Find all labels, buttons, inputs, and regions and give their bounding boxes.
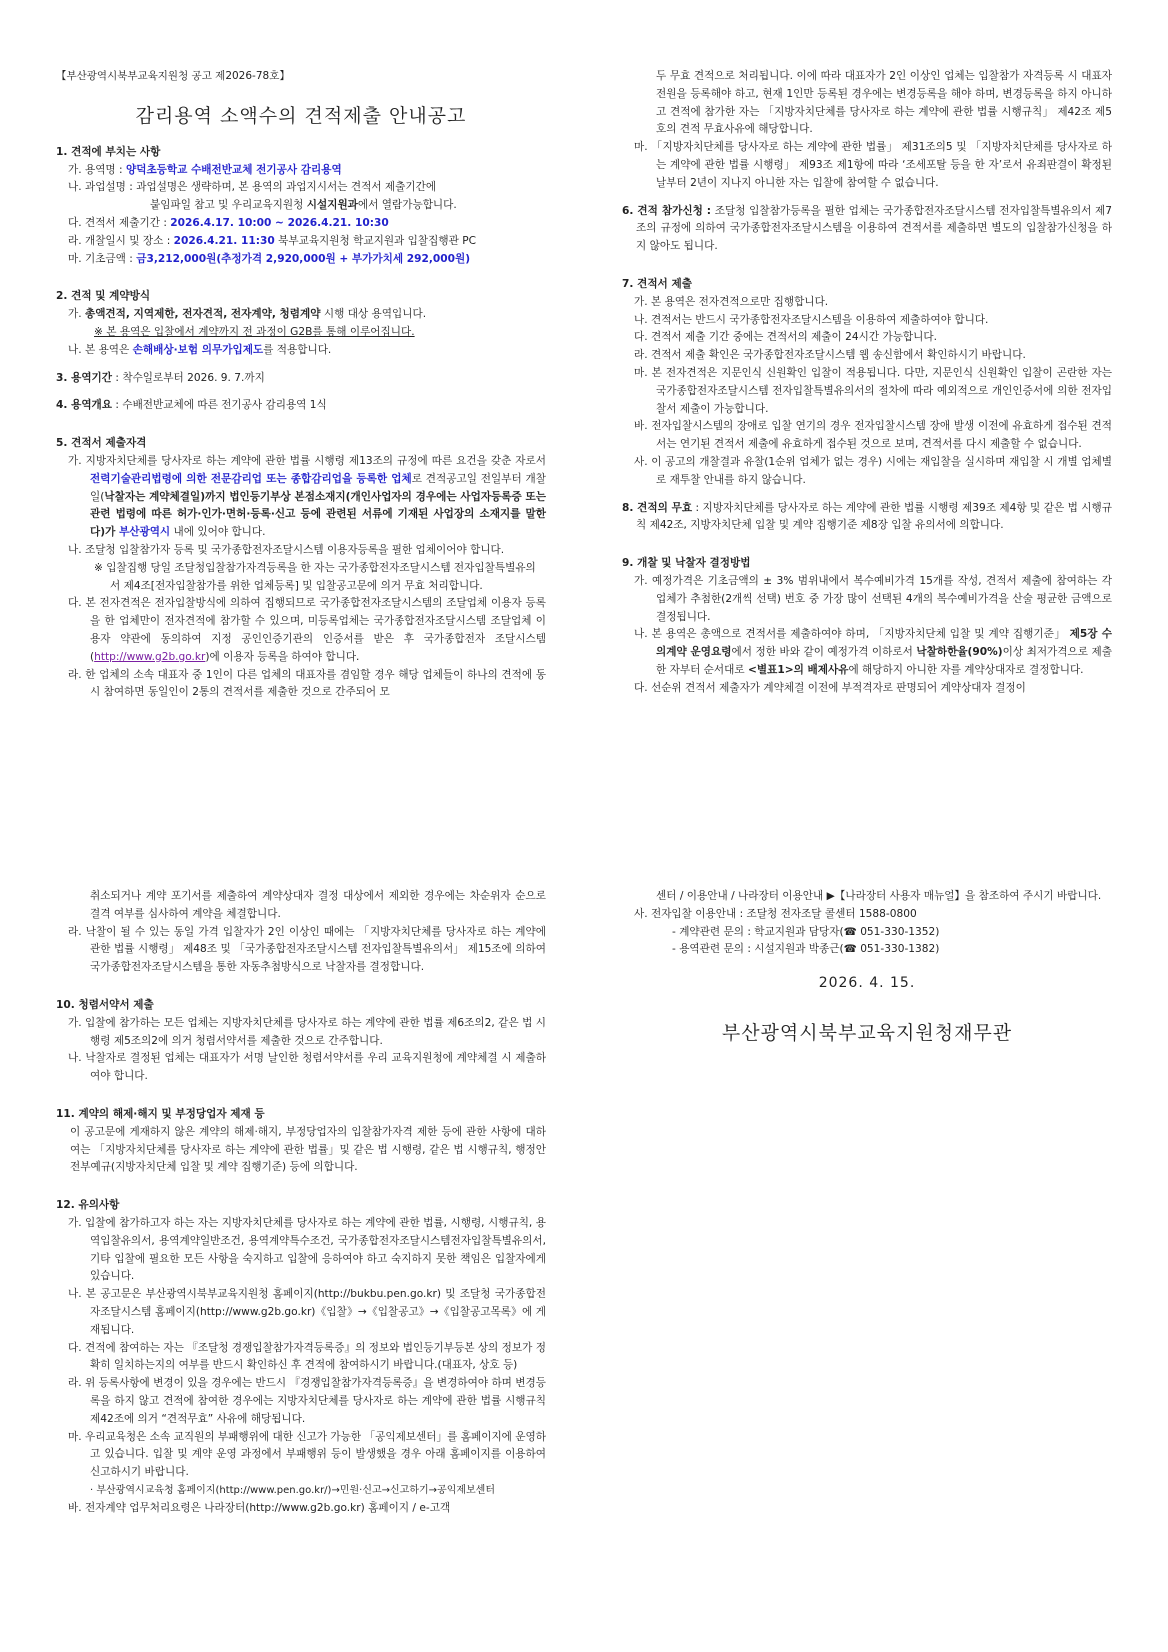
s12-item-b: 나. 본 공고문은 부산광역시북부교육지원청 홈페이지(http://bukbu.pen.go.kr) 및 조달청 국가종합전자조달시스템 홈페이지(http://www.g2b.go.kr)《입찰》→《입찰공고》→《입찰공고목록》에 게재됩니다. xyxy=(68,1288,546,1336)
section-11-heading: 11. 계약의 해제·해지 및 부정당업자 제재 등 xyxy=(56,1107,265,1120)
s12-item-sa: 사. 전자입찰 이용안내 : 조달청 전자조달 콜센터 1588-0800 xyxy=(634,907,917,920)
s12-item-a: 가. 입찰에 참가하고자 하는 자는 지방자치단체를 당사자로 하는 계약에 관한 법률, 시행령, 시행규칙, 용역입찰유의서, 용역계약일반조건, 용역계약특수조건, 국가종합전자조달시스템전자입찰특별유의서, 기타 입찰에 필요한 모든 사항을 숙지하고 입찰에 응하여야 하고 숙지하지 못한 책임은 입찰자에게 있습니다. xyxy=(68,1216,546,1283)
s7-item-g: 사. 이 공고의 개찰결과 유찰(1순위 업체가 없는 경우) 시에는 재입찰을 실시하며 재입찰 시 개별 업체별로 재투찰 안내를 하지 않습니다. xyxy=(634,455,1112,486)
s12-item-d: 라. 위 등록사항에 변경이 있을 경우에는 반드시 『경쟁입찰참가자격등록증』을 변경하여야 하며 변경등록을 하지 않고 견적에 참여한 경우에는 지방자치단체를 당사자로 하는 계약에 관한 법률 시행규칙 제42조에 의거 “견적무효” 사유에 해당됩니다. xyxy=(68,1377,546,1425)
section-8: 8. 견적의 무효 : 지방자치단체를 당사자로 하는 계약에 관한 법률 시행령 제39조 제4항 및 같은 법 시행규칙 제42조, 지방자치단체 입찰 및 계약 집행기준 제8장 입찰 유의서에 의합니다. xyxy=(622,501,1112,532)
s7-item-e: 마. 본 전자견적은 지문인식 신원확인 입찰이 적용됩니다. 다만, 지문인식 신원확인 입찰이 곤란한 자는 국가종합전자조달시스템 전자입찰특별유의서의 절차에 따라 예외적으로 개인인증서에 의한 전자입찰서 제출이 가능합니다. xyxy=(634,366,1112,415)
bottom-left-column xyxy=(56,888,546,1518)
s9-item-b: 나. 본 용역은 총액으로 견적서를 제출하여야 하며, 「지방자치단체 입찰 및 계약 집행기준」 제5장 수의계약 운영요령에서 정한 바와 같이 예정가격 이하로서 낙찰하한율(90%)이상 최저가격으로 제출한 자부터 순서대로 <별표1>의 배제사유에 해당하지 아니한 자를 계약상대자로 결정합니다. xyxy=(634,628,1112,676)
s7-item-b: 나. 견적서는 반드시 국가종합전자조달시스템을 이용하여 제출하여야 합니다. xyxy=(634,313,989,326)
s7-item-f: 바. 전자입찰시스템의 장애로 입찰 연기의 경우 전자입찰시스템 장애 발생 이전에 유효하게 접수된 견적서는 연기된 견적서 제출에 유효하게 접수된 것으로 보며, 견적서를 다시 제출할 수 없습니다. xyxy=(634,420,1112,451)
s1-item-b-cont: 붙임파일 참고 및 우리교육지원청 시설지원과에서 열람가능합니다. xyxy=(150,199,457,212)
s1-item-c: 다. 견적서 제출기간 : 2026.4.17. 10:00 ~ 2026.4.21. 10:30 xyxy=(68,216,389,229)
s5-item-b: 나. 조달청 입찰참가자 등록 및 국가종합전자조달시스템 이용자등록을 필한 업체이어야 합니다. xyxy=(68,543,505,556)
s12-item-c: 다. 견적에 참여하는 자는 『조달청 경쟁입찰참가자격등록증』의 정보와 법인등기부등본 상의 정보가 정확히 일치하는지의 여부를 반드시 확인하신 후 견적에 참여하시기 바랍니다.(대표자, 상호 등) xyxy=(68,1341,546,1372)
service-contact: - 용역관련 문의 : 시설지원과 박종근(☎ 051-330-1382) xyxy=(672,943,940,956)
section-1-heading: 1. 견적에 부치는 사항 xyxy=(56,145,161,158)
section-6: 6. 견적 참가신청 : 조달청 입찰참가등록을 필한 업체는 국가종합전자조달시스템 전자입찰특별유의서 제7조의 규정에 의하여 국가종합전자조달시스템을 이용하여 견적서를 제출하면 별도의 입찰참가신청을 하지 않아도 됩니다. xyxy=(622,204,1113,253)
top-right-column xyxy=(622,68,1112,698)
section-5-heading: 5. 견적서 제출자격 xyxy=(56,437,147,450)
s2-item-a: 가. 총액견적, 지역제한, 전자견적, 전자계약, 청렴계약 시행 대상 용역입니다. xyxy=(68,308,427,321)
s1-item-b: 나. 과업설명 : 과업설명은 생략하며, 본 용역의 과업지시서는 견적서 제출기간에 xyxy=(68,181,437,194)
s9-item-c: 다. 선순위 견적서 제출자가 계약체결 이전에 부적격자로 판명되어 계약상대자 결정이 xyxy=(634,681,1026,694)
section-3: 3. 용역기간 : 착수일로부터 2026. 9. 7.까지 xyxy=(56,371,265,384)
s12-item-e: 마. 우리교육청은 소속 교직원의 부패행위에 대한 신고가 가능한 「공익제보센터」를 홈페이지에 운영하고 있습니다. 입찰 및 계약 운영 과정에서 부패행위 등이 발생했을 경우 아래 홈페이지를 이용하여 신고하시기 바랍니다. xyxy=(68,1430,546,1479)
s9-item-c-cont: 취소되거나 계약 포기서를 제출하여 계약상대자 결정 대상에서 제외한 경우에는 차순위자 순으로 결격 여부를 심사하여 계약을 체결합니다. xyxy=(90,890,546,920)
contract-contact: - 계약관련 문의 : 학교지원과 담당자(☎ 051-330-1352) xyxy=(672,925,940,938)
s1-item-d: 라. 개찰일시 및 장소 : 2026.4.21. 11:30 북부교육지원청 학교지원과 입찰집행관 PC xyxy=(68,234,476,247)
page-title: 감리용역 소액수의 견적제출 안내공고 xyxy=(135,104,467,127)
s9-item-ra: 라. 낙찰이 될 수 있는 동일 가격 입찰자가 2인 이상인 때에는 「지방자치단체를 당사자로 하는 계약에 관한 법률 시행령」 제48조 및 「국가종합전자조달시스템 전자입찰특별유의서」 제15조에 의하여 국가종합전자조달시스템을 통한 자동추첨방식으로 낙찰자를 결정합니다. xyxy=(68,925,546,974)
top-left-column xyxy=(56,68,546,702)
s12-item-e-note: · 부산광역시교육청 홈페이지(http://www.pen.go.kr/)→민원·신고→신고하기→공익제보센터 xyxy=(90,1484,496,1496)
s5-item-b-note: ※ 입찰집행 당일 조달청입찰참가자격등록을 한 자는 국가종합전자조달시스템 전자입찰특별유의서 제4조[전자입찰참가를 위한 업체등록] 및 입찰공고문에 의거 무효 처리합니다. xyxy=(94,561,536,592)
section-9-heading: 9. 개찰 및 낙찰자 결정방법 xyxy=(622,557,751,570)
g2b-link[interactable]: http://www.g2b.go.kr xyxy=(94,650,206,663)
notice-number: 【부산광역시북부교육지원청 공고 제2026-78호】 xyxy=(56,70,290,82)
notice-date: 2026. 4. 15. xyxy=(818,975,916,992)
s7-item-a: 가. 본 용역은 전자견적으로만 집행합니다. xyxy=(634,295,829,308)
r-cont-item-d: 두 무효 견적으로 처리됩니다. 이에 따라 대표자가 2인 이상인 업체는 입찰참가 자격등록 시 대표자 전원을 등록해야 하고, 현재 1인만 등록된 경우에는 변경등록을 해야 하며, 변경등록을 하지 아니하고 견적에 참가한 자는 「지방자치단체를 당사자로 하는 계약에 관한 법률 시행규칙」 제42조 제5호의 견적 무효사유에 해당합니다. xyxy=(656,70,1112,136)
section-7-heading: 7. 견적서 제출 xyxy=(622,277,692,290)
s12-item-f-cont: 센터 / 이용안내 / 나라장터 이용안내 ▶【나라장터 사용자 매뉴얼】을 참조하여 주시기 바랍니다. xyxy=(656,890,1102,902)
bottom-right-column xyxy=(622,888,1112,1045)
s5-item-d: 라. 한 업체의 소속 대표자 중 1인이 다른 업체의 대표자를 겸임할 경우 해당 업체들이 하나의 견적에 동시 참여하면 동일인이 2통의 견적서를 제출한 것으로 간주되어 모 xyxy=(68,668,546,699)
s1-item-a: 가. 용역명 : 양덕초등학교 수배전반교체 전기공사 감리용역 xyxy=(68,163,342,176)
s9-item-a: 가. 예정가격은 기초금액의 ± 3% 범위내에서 복수예비가격 15개를 작성, 견적서 제출에 참여하는 각 업체가 추첨한(2개씩 선택) 번호 중 가장 많이 선택된 4개의 복수예비가격을 산술 평균한 금액으로 결정됩니다. xyxy=(634,574,1112,623)
s7-item-d: 라. 견적서 제출 확인은 국가종합전자조달시스템 웹 송신함에서 확인하시기 바랍니다. xyxy=(634,349,1026,362)
s12-item-f: 바. 전자계약 업무처리요령은 나라장터(http://www.g2b.go.kr) 홈페이지 / e-고객 xyxy=(68,1501,451,1514)
s2-note: ※ 본 용역은 입찰에서 계약까지 전 과정이 G2B를 통해 이루어집니다. xyxy=(94,325,415,338)
s11-text: 이 공고문에 게재하지 않은 계약의 해제·해지, 부정당업자의 입찰참가자격 제한 등에 관한 사항에 대하여는 「지방자치단체를 당사자로 하는 계약에 관한 법률」및 같은 법 시행령, 같은 법 시행규칙, 행정안전부예규(지방자치단체 입찰 및 계약 집행기준) 등에 의합니다. xyxy=(70,1125,546,1174)
s7-item-c: 다. 견적서 제출 기간 중에는 견적서의 제출이 24시간 가능합니다. xyxy=(634,331,937,344)
s1-item-e: 마. 기초금액 : 금3,212,000원(추정가격 2,920,000원 + 부가가치세 292,000원) xyxy=(68,252,471,265)
section-12-heading: 12. 유의사항 xyxy=(56,1199,120,1212)
s10-item-a: 가. 입찰에 참가하는 모든 업체는 지방자치단체를 당사자로 하는 계약에 관한 법률 제6조의2, 같은 법 시행령 제5조의2에 의거 청렴서약서를 제출한 것으로 간주합니다. xyxy=(68,1016,546,1047)
s5-item-a: 가. 지방자치단체를 당사자로 하는 계약에 관한 법률 시행령 제13조의 규정에 따른 요건을 갖춘 자로서 전력기술관리법령에 의한 전문감리업 또는 종합감리업을 등록한 업체로 견적공고일 전일부터 개찰일(낙찰자는 계약체결일)까지 법인등기부상 본점소재지(개인사업자의 경우에는 사업자등록증 또는 관련 법령에 따른 허가·인가·면허·등록·신고 등에 관련된 서류에 기재된 사업장의 소재지를 말한다)가 부산광역시 내에 있어야 합니다. xyxy=(68,454,547,539)
section-2-heading: 2. 견적 및 계약방식 xyxy=(56,290,151,303)
s5-item-ma: 마. 「지방자치단체를 당사자로 하는 계약에 관한 법률」 제31조의5 및 「지방자치단체를 당사자로 하는 계약에 관한 법률 시행령」 제93조 제1항에 따라 ‘조세포탈 등을 한 자’로서 유죄판결이 확정된 날부터 2년이 지나지 아니한 자는 입찰에 참여할 수 없습니다. xyxy=(634,141,1112,189)
issuer-signature: 부산광역시북부교육지원청재무관 xyxy=(721,1021,1013,1044)
s2-item-b: 나. 본 용역은 손해배상·보험 의무가입제도를 적용합니다. xyxy=(68,343,332,356)
s5-item-c: 다. 본 전자견적은 전자입찰방식에 의하여 집행되므로 국가종합전자조달시스템의 조달업체 이용자 등록을 한 업체만이 전자견적에 참가할 수 있으며, 미등록업체는 국가종합전자조달시스템 조달업체 이용자 약관에 동의하여 지정 공인인증기관의 인증서를 받은 후 국가종합전자 조달시스템(http://www.g2b.go.kr)에 이용자 등록을 하여야 합니다. xyxy=(68,597,546,663)
section-4: 4. 용역개요 : 수배전반교체에 따른 전기공사 감리용역 1식 xyxy=(56,399,327,412)
s10-item-b: 나. 낙찰자로 결정된 업체는 대표자가 서명 날인한 청렴서약서를 우리 교육지원청에 계약체결 시 제출하여야 합니다. xyxy=(68,1052,546,1083)
section-10-heading: 10. 청렴서약서 제출 xyxy=(56,998,154,1011)
